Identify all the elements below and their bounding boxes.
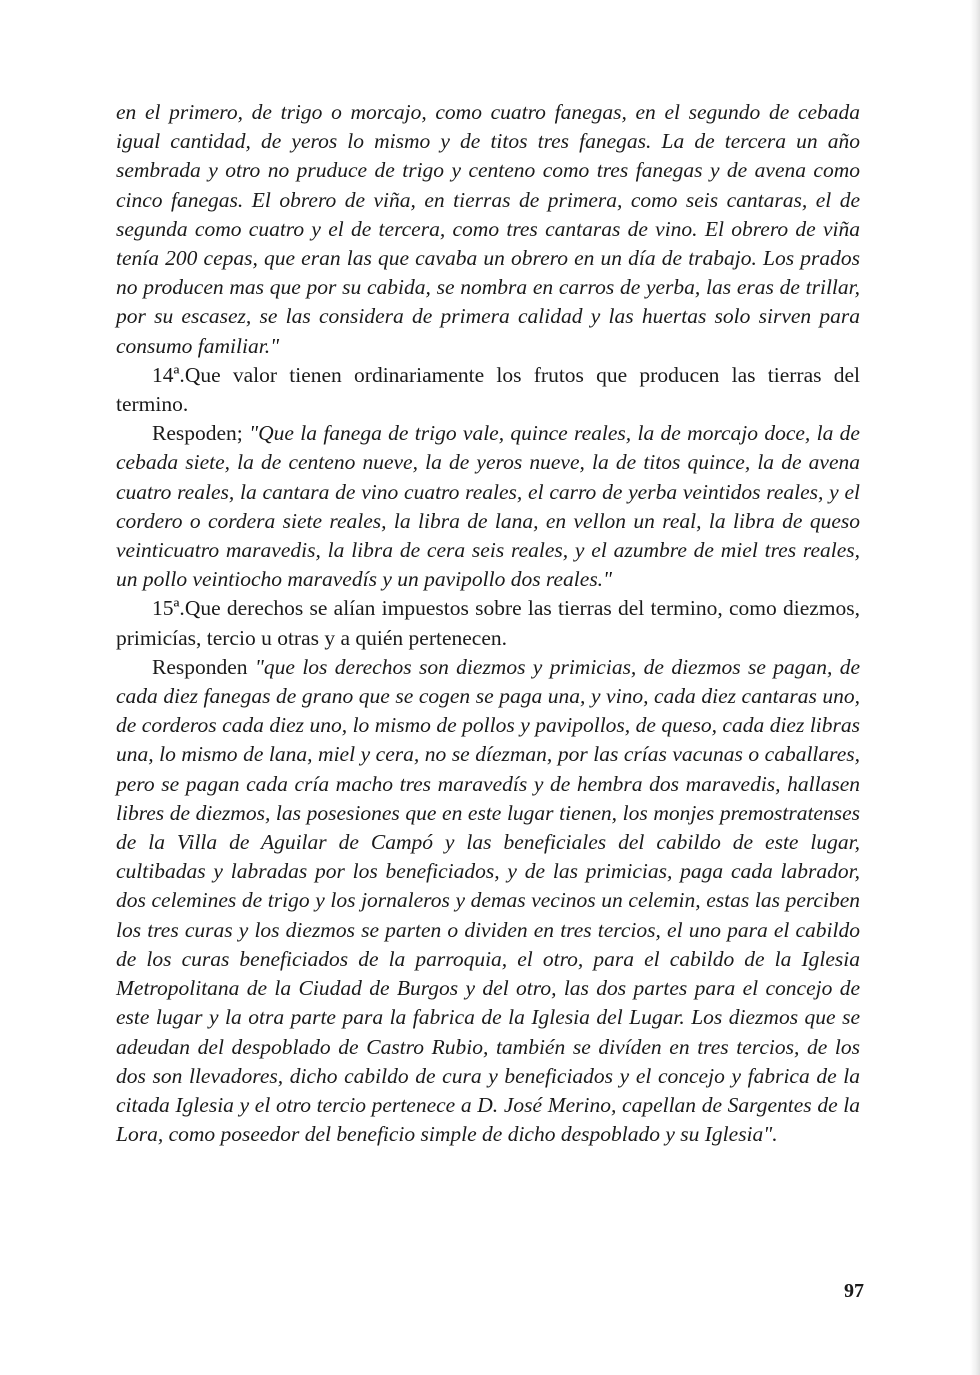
question-text: Que valor tienen ordinariamente los frutos que producen las tierras del termino. (116, 362, 860, 417)
question-15 (116, 594, 860, 652)
answer-intro: Responden (152, 654, 255, 679)
question-text: Que derechos se alían impuestos sobre las tierras del termino, como diezmos, primicías, tercio u otras y a quién pertenecen. (116, 596, 860, 650)
answer-quote: "Que la fanega de trigo vale, quince reales, la de morcajo doce, la de cebada siete, la de centeno nueve, la de yeros nueve, la de titos quince, la de avena cuatro reales, la cantara de vino cuatro reales, el carro de yerba veintidos reales, y el cordero o cordera siete reales, la libra de lana, en vellon un real, la libra de queso veinticuatro maravedis, la libra de cera seis reales, y el azumbre de miel tres reales, un pollo veintiocho maravedís y un pavipollo dos reales." (116, 421, 860, 592)
answer-15 (116, 653, 860, 1149)
answer-intro: Respoden; (152, 421, 250, 446)
page-number: 97 (844, 1280, 864, 1302)
question-number: 14ª. (152, 362, 185, 387)
question-14 (116, 361, 860, 419)
page-edge-shadow (970, 0, 980, 1375)
question-number: 15ª. (152, 596, 185, 621)
paragraph-continuation: en el primero, de trigo o morcajo, como cuatro fanegas, en el segundo de cebada igual cantidad, de yeros lo mismo y de titos tres fanegas. La de tercera un año sembrada y otro no pruduce de trigo y centeno como tres fanegas y de avena como cinco fanegas. El obrero de viña, en tierras de primera, como seis cantaras, el de segunda como cuatro y el de tercera, como tres cantaras de vino. El obrero de viña tenía 200 cepas, que eran las que cavaba un obrero en un día de trabajo. Los prados no producen mas que por su cabida, se nombra en carros de yerba, las eras de trillar, por su escasez, se las considera de primera calidad y las huertas solo sirven para consumo familiar." (116, 100, 860, 358)
body-text (116, 98, 860, 1149)
answer-quote: "que los derechos son diezmos y primicias, de diezmos se pagan, de cada diez fanegas de grano que se cogen se paga una, y vino, cada diez cantaras uno, de corderos cada diez uno, lo mismo de pollos y pavipollos, de queso, cada diez libras una, lo mismo de lana, miel y cera, no se díezman, por las crías vacunas o caballares, pero se pagan cada cría macho tres maravedís y de hembra dos maravedis, hallasen libres de diezmos, las posesiones que en este lugar tienen, los monjes premostratenses de la Villa de Aguilar de Campó y las beneficiales del cabildo de este lugar, cultibadas y labradas por los beneficiados, y de las primicias, paga cada labrador, dos celemines de trigo y los jornaleros y demas vecinos un celemin, estas las perciben los tres curas y los diezmos se parten o dividen en tres tercios, el uno para el cabildo de los curas beneficiados de la parroquia, el otro, para el cabildo de la Iglesia Metropolitana de la Ciudad de Burgos y del otro, las dos partes para el concejo de este lugar y la otra parte para la fabrica de la Iglesia del Lugar. Los diezmos que se adeudan del despoblado de Castro Rubio, también se divíden en tres tercios, de los dos son llevadores, dicho cabildo de cura y beneficiados y el concejo y fabrica de la citada Iglesia y el otro tercio pertenece a D. José Merino, capellan de Sargentes de la Lora, como poseedor del beneficio simple de dicho despoblado y su Iglesia". (116, 654, 860, 1147)
answer-14 (116, 419, 860, 594)
